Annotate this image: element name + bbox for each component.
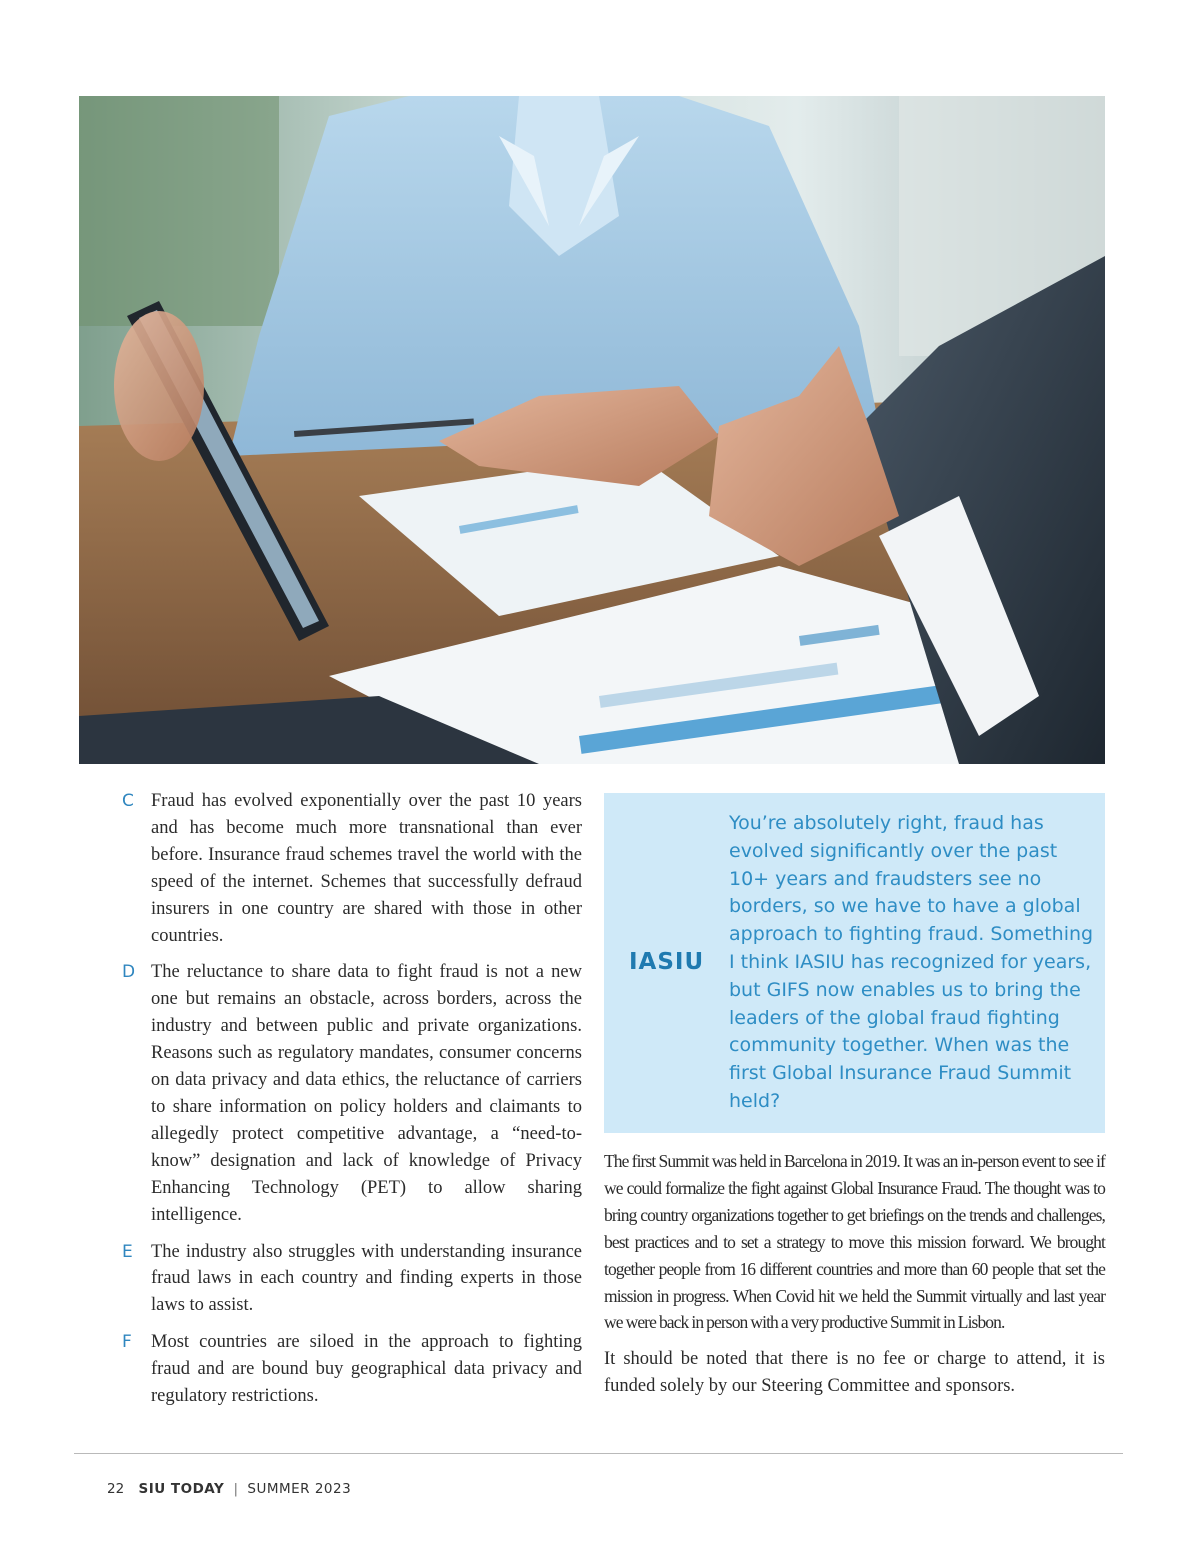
answer-column: [604, 1148, 1105, 1410]
footer-separator: |: [233, 1481, 239, 1497]
issue-name: SUMMER 2023: [247, 1481, 352, 1497]
page-footer: [107, 1481, 351, 1497]
footer-divider: [74, 1453, 1123, 1454]
page-number: 22: [107, 1481, 125, 1497]
list-item-text: The reluctance to share data to fight fraud is not a new one but remains an obstacle, across borders, across the industry and between public and private organizations. Reasons such as regulatory mandates, consumer concerns on data privacy and data ethics, the reluctance of carriers to share information on policy holders and claimants to allegedly protect competitive advantage, a “need-to-know” designation and lack of knowledge of Privacy Enhancing Technology (PET) to allow sharing intelligence.: [151, 962, 582, 1225]
list-marker: D: [122, 962, 136, 983]
question-speaker-label: IASIU: [629, 949, 705, 975]
business-meeting-photo-icon: [79, 96, 1105, 764]
question-box: [604, 793, 1105, 1133]
list-item-text: Most countries are siloed in the approach to fighting fraud and are bound buy geographical data privacy and regulatory restrictions.: [151, 1332, 582, 1407]
hero-photo: [79, 96, 1105, 764]
list-marker: C: [122, 791, 134, 811]
answer-paragraph: The first Summit was held in Barcelona in 2019. It was an in-person event to see if we could formalize the fight against Global Insurance Fraud. The thought was to bring country organizations together to get briefings on the trends and challenges, best practices and to set a strategy to move this mission forward. We brought together people from 16 different countries and more than 60 people that set the mission in progress. When Covid hit we held the Summit virtually and last year we were back in person with a very productive Summit in Lisbon.: [604, 1151, 1105, 1333]
publication-name: SIU TODAY: [138, 1481, 225, 1497]
list-marker: F: [122, 1332, 132, 1353]
list-item: [122, 1239, 582, 1320]
list-marker: E: [122, 1241, 133, 1262]
answer-paragraph: It should be noted that there is no fee or charge to attend, it is funded solely by our Steering Committee and sponsors.: [604, 1349, 1105, 1397]
list-item: [122, 1329, 582, 1410]
left-column: [122, 788, 582, 1420]
list-item: [122, 959, 582, 1228]
list-item: [122, 788, 582, 949]
list-item-text: The industry also struggles with understanding insurance fraud laws in each country and finding experts in those laws to assist.: [151, 1241, 582, 1316]
list-item-text: Fraud has evolved exponentially over the past 10 years and has become much more transnational than ever before. Insurance fraud schemes travel the world with the speed of the internet. Schemes that successfully defraud insurers in one country are shared with those in other countries.: [151, 791, 582, 946]
question-text: You’re absolutely right, fraud has evolved significantly over the past 10+ years and fraudsters see no borders, so we have to have a global approach to fighting fraud. Something I think IASIU has recognized for years, but GIFS now enables us to bring the leaders of the global fraud fighting community together. When was the first Global Insurance Fraud Summit held?: [729, 812, 1094, 1112]
